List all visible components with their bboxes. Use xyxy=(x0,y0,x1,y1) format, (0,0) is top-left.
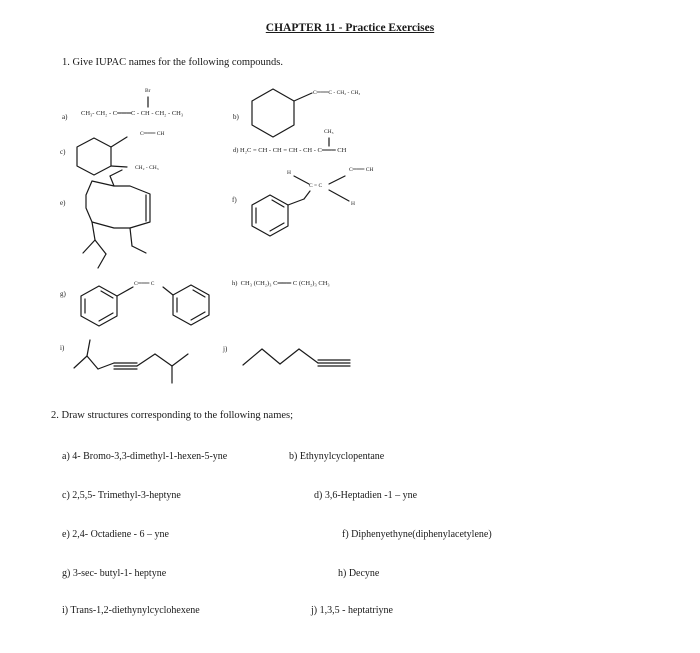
name-item-i: i) Trans-1,2-diethynylcyclohexene xyxy=(62,605,200,616)
compound-c-ethyl: CH₂ - CH₃ xyxy=(135,165,159,171)
name-item-b: b) Ethynylcyclopentane xyxy=(289,451,385,462)
name-item-a: a) 4- Bromo-3,3-dimethyl-1-hexen-5-yne xyxy=(62,451,228,462)
compound-f-double-bond: C = C xyxy=(309,183,323,189)
label-g: g) xyxy=(60,290,66,298)
compound-d-formula xyxy=(233,147,346,154)
question-2-prompt: 2. Draw structures corresponding to the following names; xyxy=(51,410,294,421)
label-d: d) xyxy=(233,147,239,154)
compound-a-br: Br xyxy=(145,88,151,94)
label-h: h) xyxy=(232,280,238,287)
name-item-h: h) Decyne xyxy=(338,568,380,579)
question-1-prompt: 1. Give IUPAC names for the following compounds. xyxy=(62,57,283,68)
compound-c-alkyne: C═══ CH xyxy=(140,131,165,137)
compound-f-h-right: H xyxy=(351,201,355,207)
label-b: b) xyxy=(233,113,239,121)
page-title: CHAPTER 11 - Practice Exercises xyxy=(265,22,435,34)
label-j: j) xyxy=(223,345,228,353)
compound-f-alkyne: C═══ CH xyxy=(349,167,374,173)
compound-a-formula: CH₃- CH₂ - C═══C - CH - CH₂ - CH₃ xyxy=(81,110,184,117)
compound-g-triple-bond: C═══ C xyxy=(134,281,155,287)
name-item-c: c) 2,5,5- Trimethyl-3-heptyne xyxy=(62,490,181,501)
label-e: e) xyxy=(60,199,66,207)
label-f: f) xyxy=(232,196,237,204)
compound-f-h-left: H xyxy=(287,170,291,176)
name-item-f: f) Diphenyethyne(diphenylacetylene) xyxy=(342,529,492,540)
name-item-j: j) 1,3,5 - heptatriyne xyxy=(311,605,393,616)
compound-b-chain: C═══C - CH₂ - CH₃ xyxy=(313,90,361,96)
compound-h-formula xyxy=(232,280,330,287)
name-item-e: e) 2,4- Octadiene - 6 – yne xyxy=(62,529,169,540)
label-c: c) xyxy=(60,148,66,156)
compound-d-chain: H₂C = CH - CH = CH - CH - C═══ CH xyxy=(240,147,347,154)
compound-j-structure xyxy=(0,0,1,1)
compound-d-methyl: CH₃ xyxy=(324,129,334,135)
label-i: i) xyxy=(60,344,65,352)
label-a: a) xyxy=(62,113,68,121)
name-item-d: d) 3,6-Heptadien -1 – yne xyxy=(314,490,418,501)
compound-h-chain: CH₃ (CH₂)₃ C═══ C (CH₂)₃ CH₃ xyxy=(240,280,330,287)
name-item-g: g) 3-sec- butyl-1- heptyne xyxy=(62,568,167,579)
